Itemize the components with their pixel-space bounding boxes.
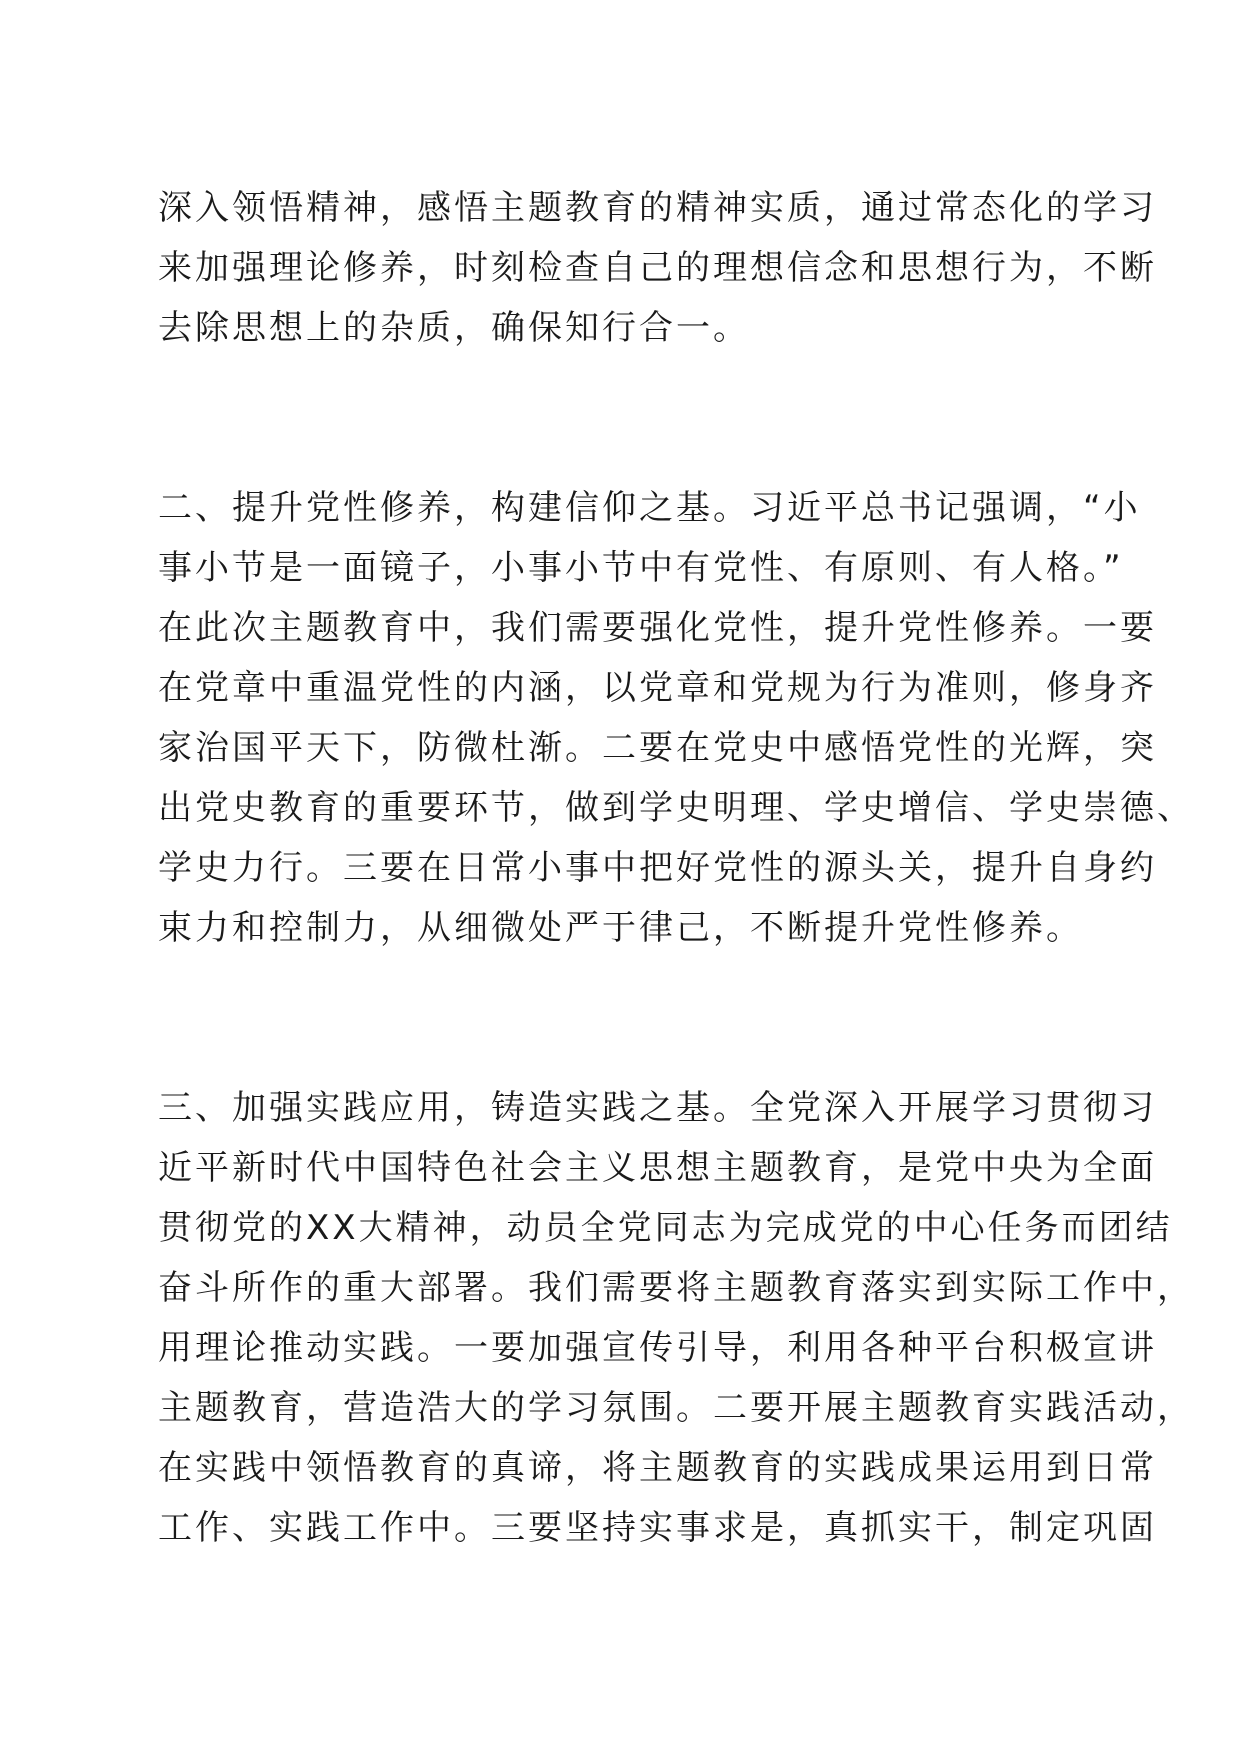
- text-line: 事小节是一面镜子，小事小节中有党性、有原则、有人格。”: [158, 548, 1124, 588]
- text-line: 深入领悟精神，感悟主题教育的精神实质，通过常态化的学习: [158, 188, 1157, 228]
- text-line: 二、提升党性修养，构建信仰之基。习近平总书记强调，“小: [158, 488, 1141, 528]
- paragraph-1: [158, 178, 1157, 358]
- paragraph-spacer: [158, 958, 1098, 1078]
- paragraph-2: [158, 478, 1194, 958]
- paragraph-spacer: [158, 358, 1098, 478]
- text-line: 在党章中重温党性的内涵，以党章和党规为行为准则，修身齐: [158, 668, 1157, 708]
- text-line: 出党史教育的重要环节，做到学史明理、学史增信、学史崇德、: [158, 788, 1194, 828]
- text-line: 学史力行。三要在日常小事中把好党性的源头关，提升自身约: [158, 848, 1157, 888]
- text-line: 三、加强实践应用，铸造实践之基。全党深入开展学习贯彻习: [158, 1088, 1157, 1128]
- text-line: 家治国平天下，防微杜渐。二要在党史中感悟党性的光辉，突: [158, 728, 1157, 768]
- text-line: 来加强理论修养，时刻检查自己的理想信念和思想行为，不断: [158, 248, 1157, 288]
- text-line: 去除思想上的杂质，确保知行合一。: [158, 308, 750, 348]
- text-line: 奋斗所作的重大部署。我们需要将主题教育落实到实际工作中，: [158, 1268, 1194, 1308]
- text-line: 束力和控制力，从细微处严于律己，不断提升党性修养。: [158, 908, 1083, 948]
- text-line: 工作、实践工作中。三要坚持实事求是，真抓实干，制定巩固: [158, 1508, 1157, 1548]
- text-line: 在此次主题教育中，我们需要强化党性，提升党性修养。一要: [158, 608, 1157, 648]
- text-line: 在实践中领悟教育的真谛，将主题教育的实践成果运用到日常: [158, 1448, 1157, 1488]
- document-body: [158, 178, 1194, 1558]
- text-line: 近平新时代中国特色社会主义思想主题教育，是党中央为全面: [158, 1148, 1157, 1188]
- paragraph-3: [158, 1078, 1194, 1558]
- text-line: 贯彻党的XX大精神，动员全党同志为完成党的中心任务而团结: [158, 1208, 1173, 1248]
- text-line: 主题教育，营造浩大的学习氛围。二要开展主题教育实践活动，: [158, 1388, 1194, 1428]
- text-line: 用理论推动实践。一要加强宣传引导，利用各种平台积极宣讲: [158, 1328, 1157, 1368]
